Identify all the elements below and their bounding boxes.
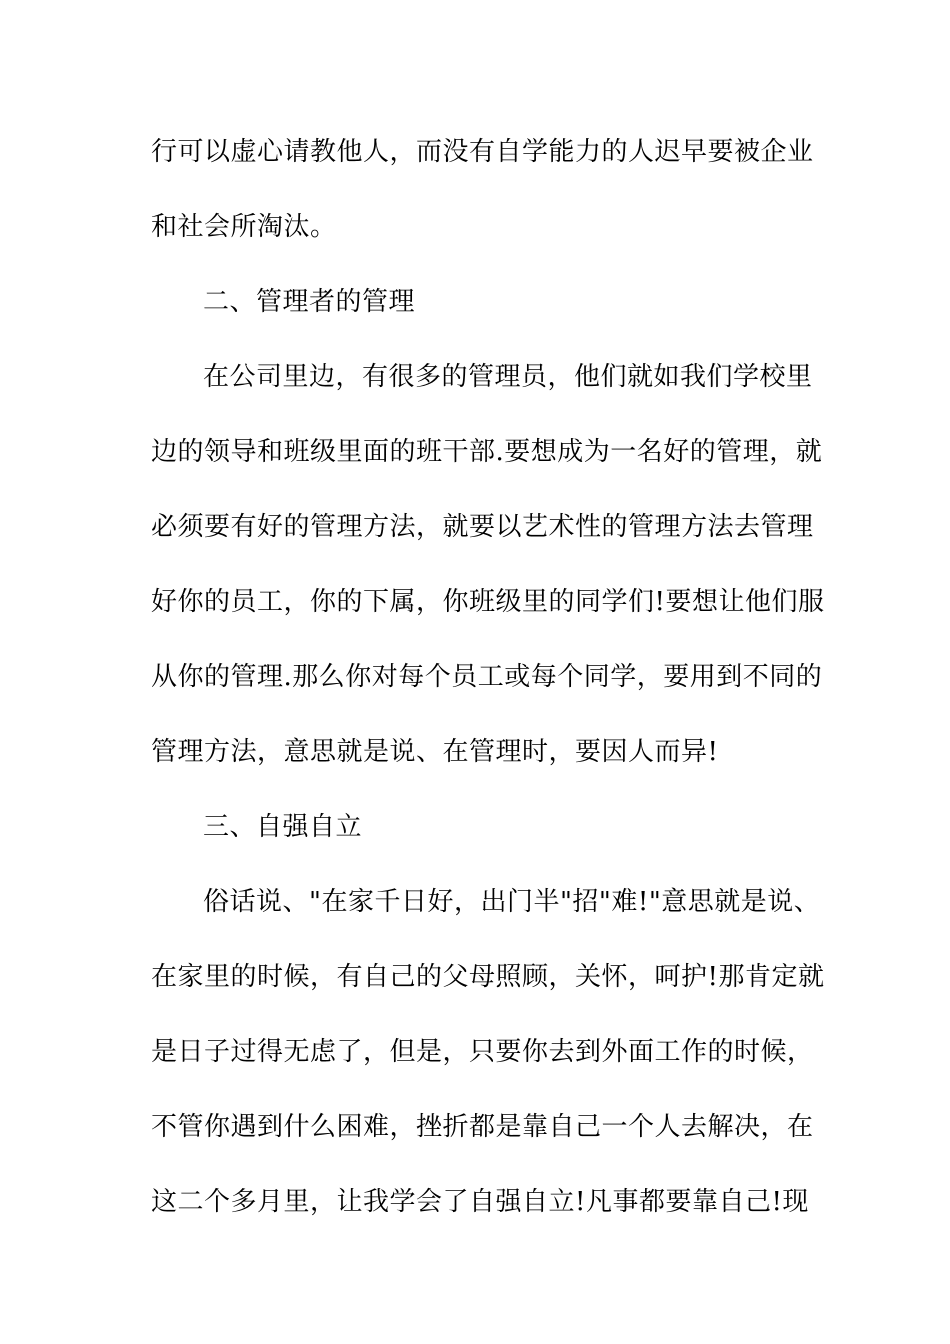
body-text-line: 是日子过得无虑了，但是，只要你去到外面工作的时候，: [151, 1037, 814, 1067]
section-heading: 二、管理者的管理: [203, 287, 416, 317]
body-text-line: 和社会所淘汰。: [151, 212, 337, 242]
section-heading: 三、自强自立: [203, 812, 363, 842]
body-text-line: 好你的员工，你的下属，你班级里的同学们!要想让他们服: [151, 587, 825, 617]
body-text-line: 从你的管理.那么你对每个员工或每个同学，要用到不同的: [151, 662, 823, 692]
body-text-line: 管理方法，意思就是说、在管理时，要因人而异!: [151, 737, 719, 767]
body-text-line: 不管你遇到什么困难，挫折都是靠自己一个人去解决，在: [151, 1112, 814, 1142]
body-text-line: 在家里的时候，有自己的父母照顾，关怀，呵护!那肯定就: [151, 962, 825, 992]
body-text-line: 这二个多月里，让我学会了自强自立!凡事都要靠自己!现: [151, 1187, 809, 1217]
body-text-line: 边的领导和班级里面的班干部.要想成为一名好的管理，就: [151, 437, 823, 467]
paragraph-first-line: 俗话说、"在家千日好，出门半"招"难!"意思就是说、: [203, 887, 821, 917]
paragraph-first-line: 在公司里边，有很多的管理员，他们就如我们学校里: [203, 362, 813, 392]
body-text-line: 行可以虚心请教他人，而没有自学能力的人迟早要被企业: [151, 137, 814, 167]
body-text-line: 必须要有好的管理方法，就要以艺术性的管理方法去管理: [151, 512, 814, 542]
